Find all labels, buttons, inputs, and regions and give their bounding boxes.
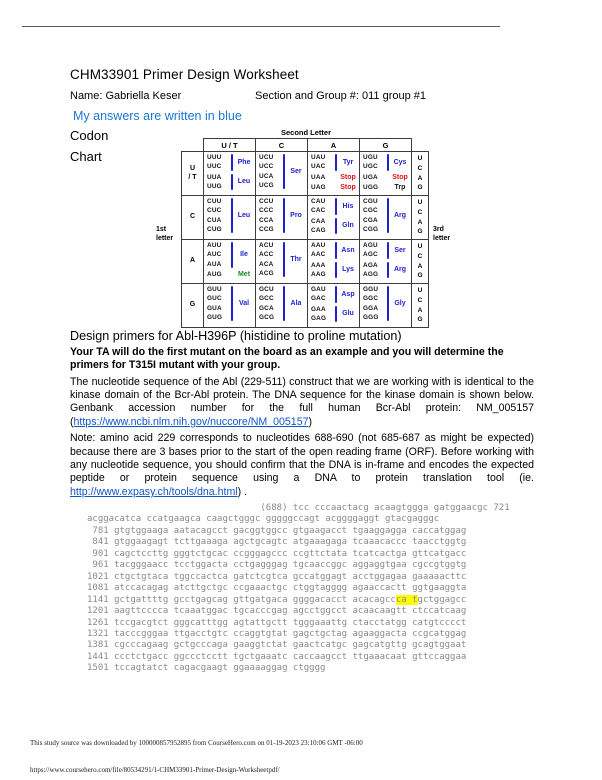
codon-group <box>308 216 359 236</box>
student-name: Name: Gabriella Keser <box>70 90 182 102</box>
codon-cell <box>360 152 412 196</box>
amino-acid-label: Ile <box>240 251 248 259</box>
amino-acid-bar <box>335 154 337 171</box>
amino-acid-bar <box>335 306 337 323</box>
codon-cell <box>204 284 256 328</box>
amino-acid-label: Leu <box>237 212 251 220</box>
codon-group <box>308 304 359 324</box>
codon-cell <box>308 284 360 328</box>
amino-acid-bar <box>283 242 285 277</box>
sequence-line: 1381 cgcccagaag gctgcccaga gaaggtctat gaactcatgc gagcatgttg gcagtggaat <box>87 640 467 651</box>
amino-acid-bar <box>387 154 389 171</box>
codon-group <box>256 196 307 234</box>
amino-acid-label: Stop <box>340 184 356 192</box>
codon-cell <box>308 196 360 240</box>
paragraph-text: ) . <box>237 485 248 498</box>
sequence-intro-paragraph <box>70 376 534 430</box>
codon-list: UUA UUG <box>207 173 222 190</box>
ncbi-link[interactable]: https://www.ncbi.nlm.nih.gov/nuccore/NM_005157 <box>73 415 309 428</box>
codon-column-header: U / T <box>204 139 256 152</box>
amino-acid-label: Asn <box>341 246 355 254</box>
codon-list: GAU GAC <box>311 286 326 303</box>
amino-acid-label: Stop <box>392 173 408 181</box>
amino-acid-bar <box>335 174 337 181</box>
third-letter-cell: U C A G <box>412 240 429 284</box>
dna-sequence <box>87 503 510 675</box>
codon-group <box>256 152 307 190</box>
codon-table <box>181 138 429 328</box>
codon-chart-label: Codon Chart <box>70 128 109 164</box>
amino-acid-label: Glu <box>342 310 354 318</box>
codon-group <box>308 196 359 216</box>
amino-acid-bar <box>387 242 389 259</box>
codon-cell <box>308 240 360 284</box>
highlighted-codon: ca t <box>395 594 418 605</box>
codon-list: AUU AUC AUA <box>207 242 222 268</box>
codon-cell <box>204 196 256 240</box>
codon-group <box>204 172 255 192</box>
sequence-line: 901 cagctccttg gggtctgcac ccgggagccc ccgttctata tcatcactga gttcatgacc <box>87 548 467 559</box>
codon-list: UGA <box>363 173 378 181</box>
sequence-line: acggacatca ccatgaagca caagctgggc gggggccagt acggggaggt gtacgagggc <box>87 514 440 525</box>
codon-column-header: G <box>360 139 412 152</box>
sequence-line: (688) tcc cccaactacg acaagtggga gatggaacgc 721 <box>87 503 510 513</box>
codon-cell <box>256 240 308 284</box>
name-section-row <box>70 90 540 102</box>
amino-acid-bar <box>387 174 389 181</box>
amino-acid-bar <box>283 286 285 321</box>
sequence-line: 1501 tccagtatct cagacgaagt ggaaaaggag ctgggg <box>87 663 326 674</box>
codon-group <box>360 182 411 192</box>
codon-cell <box>204 240 256 284</box>
sequence-line: 1261 tccgacgtct gggcatttgg agtattgctt tgggaaattg ctacctatgg catgtcccct <box>87 617 467 628</box>
amino-acid-label: Gly <box>394 300 406 308</box>
first-letter-cell: A <box>182 240 204 284</box>
amino-acid-bar <box>231 271 233 278</box>
codon-list: CCU CCC CCA CCG <box>259 198 274 233</box>
codon-list: GGU GGC GGA GGG <box>363 286 379 321</box>
expasy-link[interactable]: http://www.expasy.ch/tools/dna.html <box>70 485 238 498</box>
amino-acid-bar <box>335 198 337 215</box>
codon-group <box>204 284 255 322</box>
amino-acid-label: Ser <box>394 246 406 254</box>
codon-list: AGA AGG <box>363 261 379 278</box>
codon-group <box>308 240 359 260</box>
sequence-line: 841 gtggaagagt tcttgaaaga agctgcagtc atgaaagaga tcaaacaccc taacctggtg <box>87 537 467 548</box>
sequence-line: 1321 tacccgggaa ttgacctgtc ccaggtgtat gagctgctag agaaggacta ccgcatggag <box>87 628 467 639</box>
codon-group <box>308 284 359 304</box>
codon-table-row <box>182 196 429 240</box>
sequence-line: 961 tacgggaacc tcctggacta cctgagggag tgcaaccggc aggaggtgaa cgccgtggtg <box>87 560 467 571</box>
codon-list: UCU UCC UCA UCG <box>259 154 274 189</box>
amino-acid-bar <box>335 262 337 279</box>
amino-acid-label: Leu <box>237 178 251 186</box>
amino-acid-label: Met <box>237 271 251 279</box>
codon-group <box>308 152 359 172</box>
codon-list: UGU UGC <box>363 154 378 171</box>
paragraph-text: ) <box>308 415 313 428</box>
amino-acid-label: Tyr <box>342 158 354 166</box>
codon-group <box>308 172 359 182</box>
codon-group <box>360 196 411 234</box>
second-letter-label: Second Letter <box>280 128 331 137</box>
amino-acid-bar <box>231 154 233 171</box>
section-title: Design primers for Abl-H396P (histidine to proline mutation) <box>70 329 402 343</box>
amino-acid-label: Ser <box>290 168 302 176</box>
sequence-line: 1141 gctgattttg gcctgagcag gttgatgaca ggggacacct acacagccca tgctggagcc <box>87 594 467 605</box>
codon-list: CGU CGC CGA CGG <box>363 198 379 233</box>
codon-list: GCU GCC GCA GCG <box>259 286 275 321</box>
amino-acid-bar <box>387 198 389 233</box>
codon-group <box>308 260 359 280</box>
codon-cell <box>360 240 412 284</box>
third-letter-cell: U C A G <box>412 284 429 328</box>
amino-acid-label: His <box>342 202 354 210</box>
codon-group <box>204 269 255 279</box>
amino-acid-bar <box>283 154 285 189</box>
codon-group <box>360 240 411 260</box>
amino-acid-bar <box>335 286 337 303</box>
codon-group <box>308 182 359 192</box>
codon-list: GUU GUC GUA GUG <box>207 286 223 321</box>
sequence-line: 1201 aagttcccca tcaaatggac tgcacccgag agcctggcct acaacaagtt ctccatcaag <box>87 606 467 617</box>
sequence-line: 1021 ctgctgtaca tggccactca gatctcgtca gccatggagt acctggagaa gaaaaacttc <box>87 571 467 582</box>
codon-list: CAA CAG <box>311 217 326 234</box>
codon-list: UAA <box>311 173 326 181</box>
codon-group <box>204 152 255 172</box>
note-paragraph <box>70 432 534 499</box>
codon-cell <box>256 196 308 240</box>
coursehero-url[interactable]: https://www.coursehero.com/file/80534291/1-CHM33901-Primer-Design-Worksheetpdf/ <box>30 766 280 774</box>
codon-group <box>256 284 307 322</box>
main-text-block <box>70 329 534 502</box>
sequence-line: 1441 ccctctgacc ggccctcctt tgctgaaatc caccaagcct ttgaaacaat gttccaggaa <box>87 651 467 662</box>
sequence-line: 781 gtgtggaaga aatacagcct gacggtggcc gtgaagacct tgaaggagga caccatggag <box>87 525 467 536</box>
codon-list: CAU CAC <box>311 198 326 215</box>
codon-group <box>360 260 411 280</box>
codon-cell <box>256 284 308 328</box>
amino-acid-bar <box>231 198 233 233</box>
amino-acid-label: Arg <box>393 212 407 220</box>
codon-list: AGU AGC <box>363 242 378 259</box>
codon-column-header: C <box>256 139 308 152</box>
amino-acid-bar <box>387 262 389 279</box>
third-letter-label: 3rd letter <box>433 226 451 242</box>
codon-column-header: A <box>308 139 360 152</box>
amino-acid-label: Lys <box>342 266 354 274</box>
codon-list: UAU UAC <box>311 154 326 171</box>
codon-list: ACU ACC ACA ACG <box>259 242 274 277</box>
codon-group <box>360 284 411 322</box>
third-letter-cell: U C A G <box>412 196 429 240</box>
codon-list: AUG <box>207 270 222 278</box>
codon-group <box>360 172 411 182</box>
amino-acid-label: Ala <box>290 300 302 308</box>
codon-cell <box>360 284 412 328</box>
codon-cell <box>308 152 360 196</box>
codon-group <box>204 240 255 269</box>
coursehero-download-note: This study source was downloaded by 100000857952895 from CourseHero.com on 01-19-2023 23:10:06 GMT -06:00 <box>30 739 363 747</box>
amino-acid-bar <box>231 242 233 268</box>
first-letter-cell: C <box>182 196 204 240</box>
amino-acid-label: Arg <box>393 266 407 274</box>
codon-list: UAG <box>311 183 326 191</box>
paragraph-text: Note: amino acid 229 corresponds to nucleotides 688-690 (not 685-687 as might be expected) because there are 3 bases prior to the start of the open reading frame (ORF). Before working with any nucleotide sequence, you should confirm that the DNA is in-frame and encodes the expected peptide or protein sequence using a DNA to protein translation tool (ie. <box>70 432 534 485</box>
third-letter-cell: U C A G <box>412 152 429 196</box>
codon-cell <box>360 196 412 240</box>
codon-table-row <box>182 240 429 284</box>
first-letter-label: 1st letter <box>156 226 174 242</box>
page-title: CHM33901 Primer Design Worksheet <box>70 67 299 82</box>
codon-chart <box>156 128 451 328</box>
answers-note: My answers are written in blue <box>73 109 242 123</box>
first-letter-cell: U / T <box>182 152 204 196</box>
codon-table-row <box>182 284 429 328</box>
amino-acid-label: Pro <box>290 212 302 220</box>
section-group: Section and Group #: 011 group #1 <box>255 90 427 102</box>
codon-table-row <box>182 152 429 196</box>
first-letter-cell: G <box>182 284 204 328</box>
amino-acid-label: Stop <box>340 173 356 181</box>
codon-cell <box>256 152 308 196</box>
amino-acid-bar <box>231 286 233 321</box>
sequence-line: 1081 atccacagag atcttgctgc ccgaaactgc ctggtagggg agaaccactt ggtgaaggta <box>87 583 467 594</box>
amino-acid-bar <box>387 286 389 321</box>
amino-acid-bar <box>283 198 285 233</box>
amino-acid-bar <box>387 184 389 191</box>
amino-acid-label: Asp <box>341 290 355 298</box>
amino-acid-bar <box>231 174 233 191</box>
codon-list: GAA GAG <box>311 305 327 322</box>
amino-acid-label: Val <box>238 300 250 308</box>
top-divider <box>22 26 500 27</box>
codon-list: CUU CUC CUA CUG <box>207 198 222 233</box>
codon-list: AAU AAC <box>311 242 326 259</box>
amino-acid-label: Cys <box>393 158 407 166</box>
amino-acid-label: Phe <box>237 158 251 166</box>
amino-acid-label: Gln <box>342 222 354 230</box>
codon-group <box>204 196 255 234</box>
amino-acid-bar <box>335 184 337 191</box>
amino-acid-bar <box>335 218 337 235</box>
amino-acid-label: Thr <box>290 256 302 264</box>
codon-list: UUU UUC <box>207 154 222 171</box>
codon-list: AAA AAG <box>311 261 326 278</box>
codon-group <box>256 240 307 278</box>
amino-acid-label: Trp <box>394 184 406 192</box>
paragraph-text: The nucleotide sequence of the Abl (229-511) construct that we are working with is identical to the kinase domain of the Bcr-Abl protein. The DNA sequence for the kinase domain is shown below. Genbank accession number for the full human Bcr-Abl protein: NM_005157 ( <box>70 375 534 428</box>
codon-list: UGG <box>363 183 379 191</box>
codon-cell <box>204 152 256 196</box>
amino-acid-bar <box>335 242 337 259</box>
codon-group <box>360 152 411 172</box>
instruction-paragraph: Your TA will do the first mutant on the board as an example and you will determine the primers for T315I mutant with your group. <box>70 346 504 371</box>
